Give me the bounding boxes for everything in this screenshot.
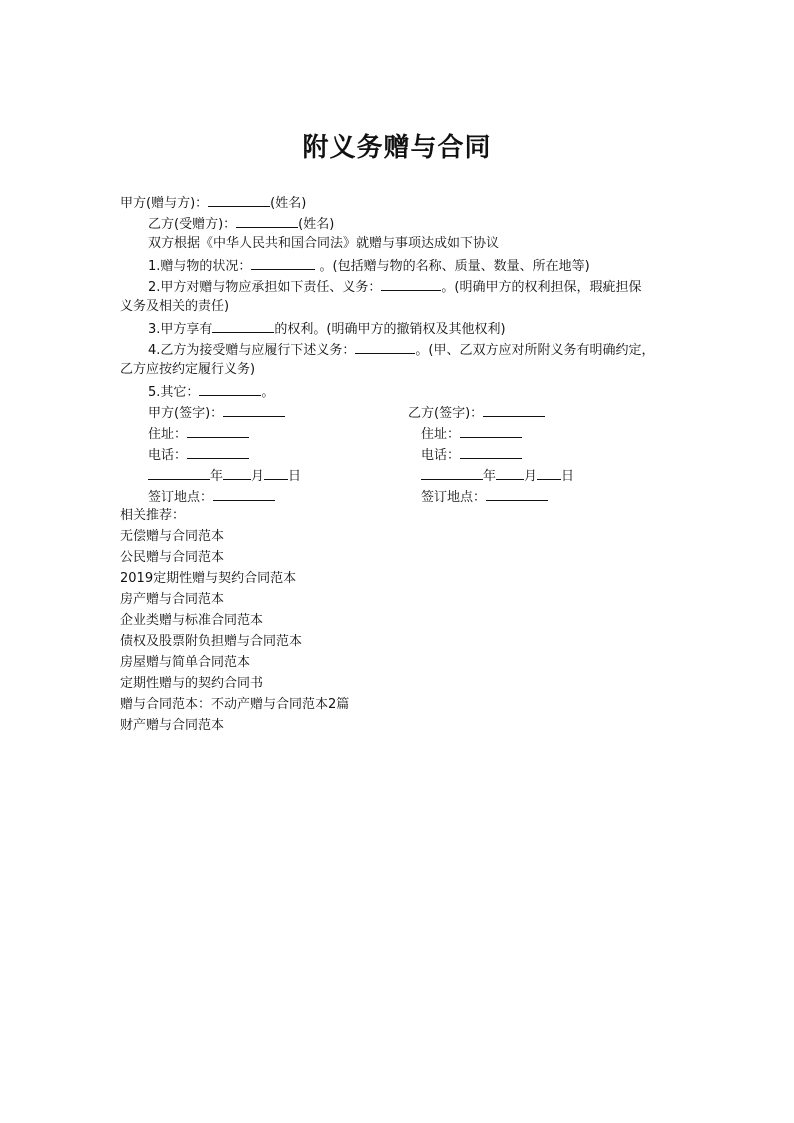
clause-3 <box>148 319 506 337</box>
party-b-year-blank <box>421 466 483 480</box>
year-label: 年 <box>210 469 224 484</box>
party-b-sign-blank <box>483 403 545 417</box>
party-a-label: 甲方(赠与方)： <box>120 196 209 211</box>
party-a-blank <box>208 193 270 207</box>
clause-3-text: 3.甲方享有 <box>148 322 213 337</box>
clause-5 <box>148 382 274 400</box>
party-b-label: 乙方(受赠方)： <box>148 217 237 232</box>
party-a-address-label: 住址： <box>148 427 188 442</box>
related-link[interactable]: 企业类赠与标准合同范本 <box>120 613 264 628</box>
party-b-line <box>148 214 334 232</box>
party-a-day-blank <box>264 466 288 480</box>
party-a-address-blank <box>187 424 249 438</box>
party-a-place-label: 签订地点： <box>148 490 214 505</box>
day-label: 日 <box>561 469 575 484</box>
month-label: 月 <box>524 469 538 484</box>
clause-4-note: 。(甲、乙双方应对所附义务有明确约定， <box>415 343 655 358</box>
party-b-phone <box>421 445 522 463</box>
clause-2-note: 。(明确甲方的权利担保，瑕疵担保 <box>441 280 642 295</box>
party-b-date <box>421 466 574 484</box>
clause-2-blank <box>381 277 441 291</box>
party-b-month-blank <box>496 466 524 480</box>
party-a-year-blank <box>148 466 210 480</box>
related-link[interactable]: 财产赠与合同范本 <box>120 718 225 733</box>
clause-2 <box>148 277 641 295</box>
related-heading: 相关推荐： <box>120 508 186 523</box>
document-title: 附义务赠与合同 <box>302 133 492 163</box>
related-link[interactable]: 定期性赠与的契约合同书 <box>120 676 264 691</box>
party-b-phone-blank <box>460 445 522 459</box>
clause-2-cont: 义务及相关的责任) <box>120 299 230 314</box>
party-a-phone-blank <box>187 445 249 459</box>
party-b-sign <box>408 403 545 421</box>
clause-4-cont: 乙方应按约定履行义务) <box>120 362 256 377</box>
related-link[interactable]: 无偿赠与合同范本 <box>120 529 225 544</box>
party-b-place-blank <box>486 487 548 501</box>
party-a-line <box>120 193 306 211</box>
related-link[interactable]: 2019定期性赠与契约合同范本 <box>120 571 297 586</box>
party-a-sign-blank <box>223 403 285 417</box>
party-a-date <box>148 466 301 484</box>
party-b-blank <box>236 214 298 228</box>
related-link[interactable]: 房屋赠与简单合同范本 <box>120 655 251 670</box>
clause-3-blank <box>212 319 274 333</box>
clause-1-note: 。(包括赠与物的名称、质量、数量、所在地等) <box>319 259 590 274</box>
clause-5-blank <box>199 382 261 396</box>
intro-line: 双方根据《中华人民共和国合同法》就赠与事项达成如下协议 <box>148 236 500 251</box>
clause-1-text: 1.赠与物的状况： <box>148 259 252 274</box>
related-link[interactable]: 债权及股票附负担赠与合同范本 <box>120 634 303 649</box>
day-label: 日 <box>288 469 302 484</box>
party-b-place-label: 签订地点： <box>421 490 487 505</box>
related-link[interactable]: 房产赠与合同范本 <box>120 592 225 607</box>
party-a-month-blank <box>223 466 251 480</box>
party-b-sign-label: 乙方(签字)： <box>408 406 484 421</box>
clause-4-blank <box>355 340 415 354</box>
party-a-place-blank <box>213 487 275 501</box>
party-b-phone-label: 电话： <box>421 448 461 463</box>
clause-2-text: 2.甲方对赠与物应承担如下责任、义务： <box>148 280 382 295</box>
party-a-sign-label: 甲方(签字)： <box>148 406 224 421</box>
related-link[interactable]: 赠与合同范本：不动产赠与合同范本2篇 <box>120 697 350 712</box>
party-a-sign <box>148 403 285 421</box>
clause-5-end: 。 <box>261 385 275 400</box>
party-a-phone-label: 电话： <box>148 448 188 463</box>
party-b-place <box>421 487 548 505</box>
party-b-suffix: (姓名) <box>298 217 335 232</box>
clause-1 <box>148 256 590 274</box>
party-b-address <box>421 424 522 442</box>
party-a-suffix: (姓名) <box>270 196 307 211</box>
party-a-address <box>148 424 249 442</box>
party-b-address-label: 住址： <box>421 427 461 442</box>
clause-4-text: 4.乙方为接受赠与应履行下述义务： <box>148 343 356 358</box>
month-label: 月 <box>251 469 265 484</box>
party-a-phone <box>148 445 249 463</box>
clause-4 <box>148 340 654 358</box>
clause-5-text: 5.其它： <box>148 385 200 400</box>
year-label: 年 <box>483 469 497 484</box>
party-b-day-blank <box>537 466 561 480</box>
clause-1-blank <box>251 256 315 270</box>
clause-3-note: 的权利。(明确甲方的撤销权及其他权利) <box>274 322 506 337</box>
party-a-place <box>148 487 275 505</box>
party-b-address-blank <box>460 424 522 438</box>
related-link[interactable]: 公民赠与合同范本 <box>120 550 225 565</box>
